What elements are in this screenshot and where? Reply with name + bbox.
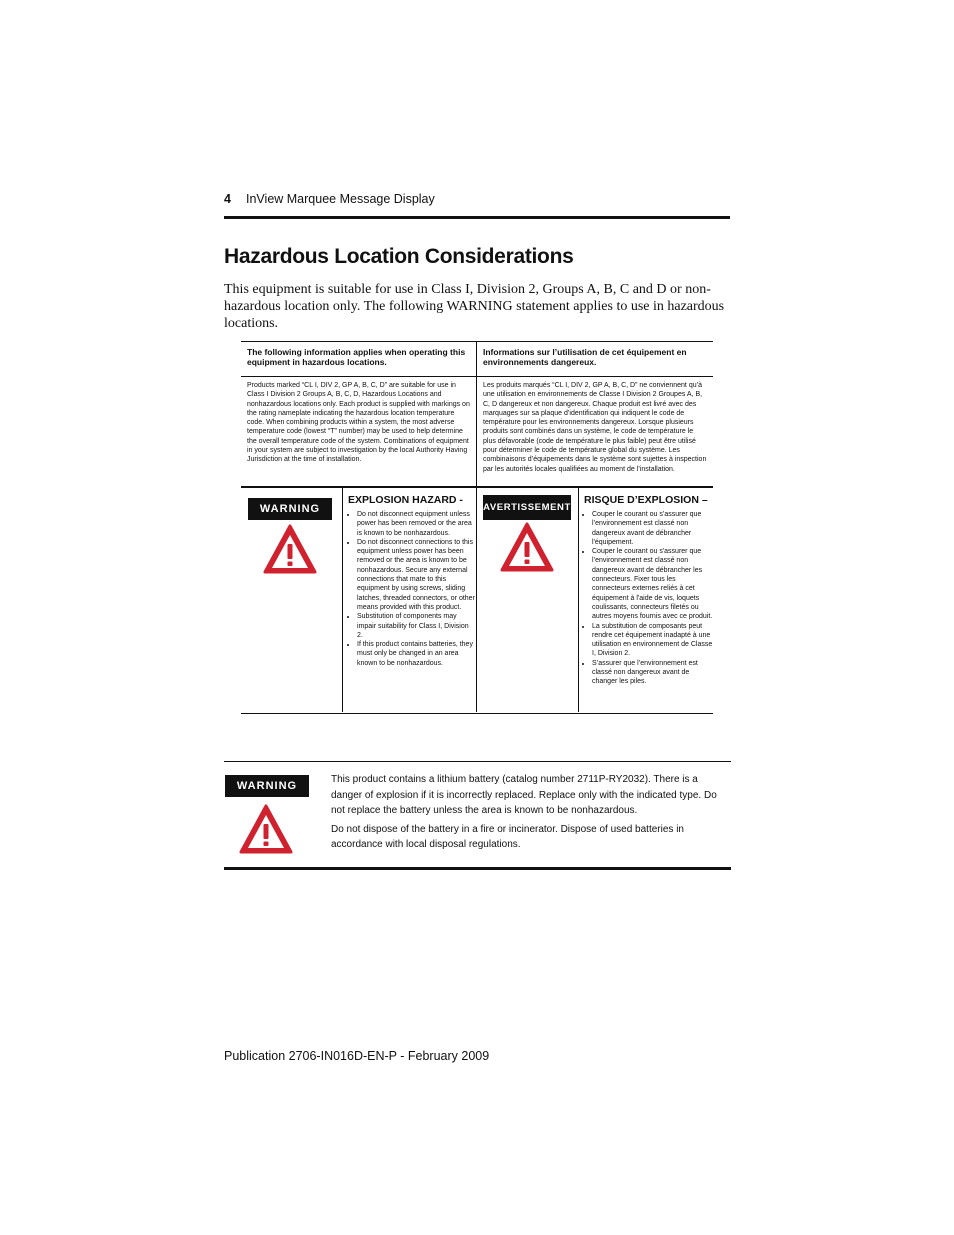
battery-warning-paragraph: Do not dispose of the battery in a fire or incinerator. Dispose of used batteries in accordance with local disposal regulations. — [331, 823, 684, 850]
warning-triangle-icon — [499, 521, 555, 573]
page-header — [224, 192, 730, 219]
battery-warning-label: WARNING — [225, 775, 309, 797]
fr-hazard-title: RISQUE D’EXPLOSION – — [584, 494, 708, 506]
column-divider — [476, 488, 477, 712]
list-item: • Couper le courant ou s’assurer que l’environnement est classé non dangereux avant de débrancher l'équipement. — [592, 510, 714, 547]
list-item: • If this product contains batteries, they must only be changed in an area known to be nonhazardous. — [357, 640, 475, 668]
warning-triangle-icon — [262, 523, 318, 575]
row-divider — [241, 376, 713, 377]
column-divider — [476, 342, 477, 486]
battery-warning-block — [224, 761, 731, 870]
battery-warning-text — [331, 772, 729, 856]
en-body: Products marked “CL I, DIV 2, GP A, B, C, D” are suitable for use in Class I Division 2 Groups A, B, C, D, Hazardous Locations and nonhazardous locations only. Each product is supplied with markings on the rating nameplate indicating the hazardous location temperature code. When combining products within a system, the most adverse temperature code (lowest “T” number) may be used to help determine the overall temperature code of the system. Combinations of equipment in your system are subject to investigation by the local Authority Having Jurisdiction at the time of installation. — [247, 382, 470, 464]
list-item: • Couper le courant ou s'assurer que l’environnement est classé non dangereux avant de débrancher les connecteurs. Fixer tous les connecteurs externes reliés à cet équipement à l'aide de vis, loquets coulissants, connecteurs filetés ou autres moyens fournis avec ce produit. — [592, 547, 714, 621]
warning-triangle-icon — [238, 803, 294, 855]
list-item: • Substitution of components may impair suitability for Class I, Division 2. — [357, 612, 475, 640]
hazard-info-table — [241, 341, 713, 714]
en-hazard-list — [347, 510, 475, 668]
fr-warning-label: AVERTISSEMENT — [483, 495, 571, 520]
list-item: • S’assurer que l’environnement est classé non dangereux avant de changer les piles. — [592, 659, 714, 687]
section-intro: This equipment is suitable for use in Class I, Division 2, Groups A, B, C and D or non-hazardous location only. The following WARNING statement applies to use in hazardous locations. — [224, 282, 725, 331]
section-title: Hazardous Location Considerations — [224, 245, 574, 268]
column-divider — [342, 488, 343, 712]
en-hazard-title: EXPLOSION HAZARD - — [348, 494, 463, 506]
document-title: InView Marquee Message Display — [246, 192, 435, 206]
column-divider — [578, 488, 579, 712]
list-item: • La substitution de composants peut rendre cet équipement inadapté à une utilisation en environnement de Classe I, Division 2. — [592, 622, 714, 659]
en-heading: The following information applies when operating this equipment in hazardous locations. — [247, 347, 466, 367]
publication-footer: Publication 2706-IN016D-EN-P - February 2009 — [224, 1049, 490, 1063]
fr-body: Les produits marqués “CL I, DIV 2, GP A, B, C, D” ne conviennent qu’à une utilisation en environnements de Classe I Division 2 Groupes A, B, C, D dangereux et non dangereux. Chaque produit est livré avec des marquages sur sa plaque d’identification qui indiquent le code de température pour les environnements dangereux. Lorsque plusieurs produits sont combinés dans un système, le code de température le plus défavorable (code de température le plus faible) peut être utilisé pour déterminer le code de température global du système. Les combinaisons d’équipements dans le système sont sujettes à inspection par les autorités locales qualifiées au moment de l’installation. — [483, 382, 707, 473]
row-divider — [241, 486, 713, 488]
fr-hazard-list — [582, 510, 714, 687]
en-warning-label: WARNING — [248, 498, 332, 520]
page-number: 4 — [224, 192, 231, 206]
list-item: • Do not disconnect equipment unless power has been removed or the area is known to be nonhazardous. — [357, 510, 475, 538]
fr-heading: Informations sur l’utilisation de cet équipement en environnements dangereux. — [483, 347, 687, 367]
battery-warning-paragraph: This product contains a lithium battery (catalog number 2711P-RY2032). There is a danger of explosion if it is incorrectly replaced. Replace only with the indicated type. Do not replace the battery unless the area is known to be nonhazardous. — [331, 774, 717, 816]
list-item: • Do not disconnect connections to this equipment unless power has been removed or the area is known to be nonhazardous. Secure any external connections that mate to this equipment by using screws, sliding latches, threaded connectors, or other means provided with this product. — [357, 538, 475, 612]
